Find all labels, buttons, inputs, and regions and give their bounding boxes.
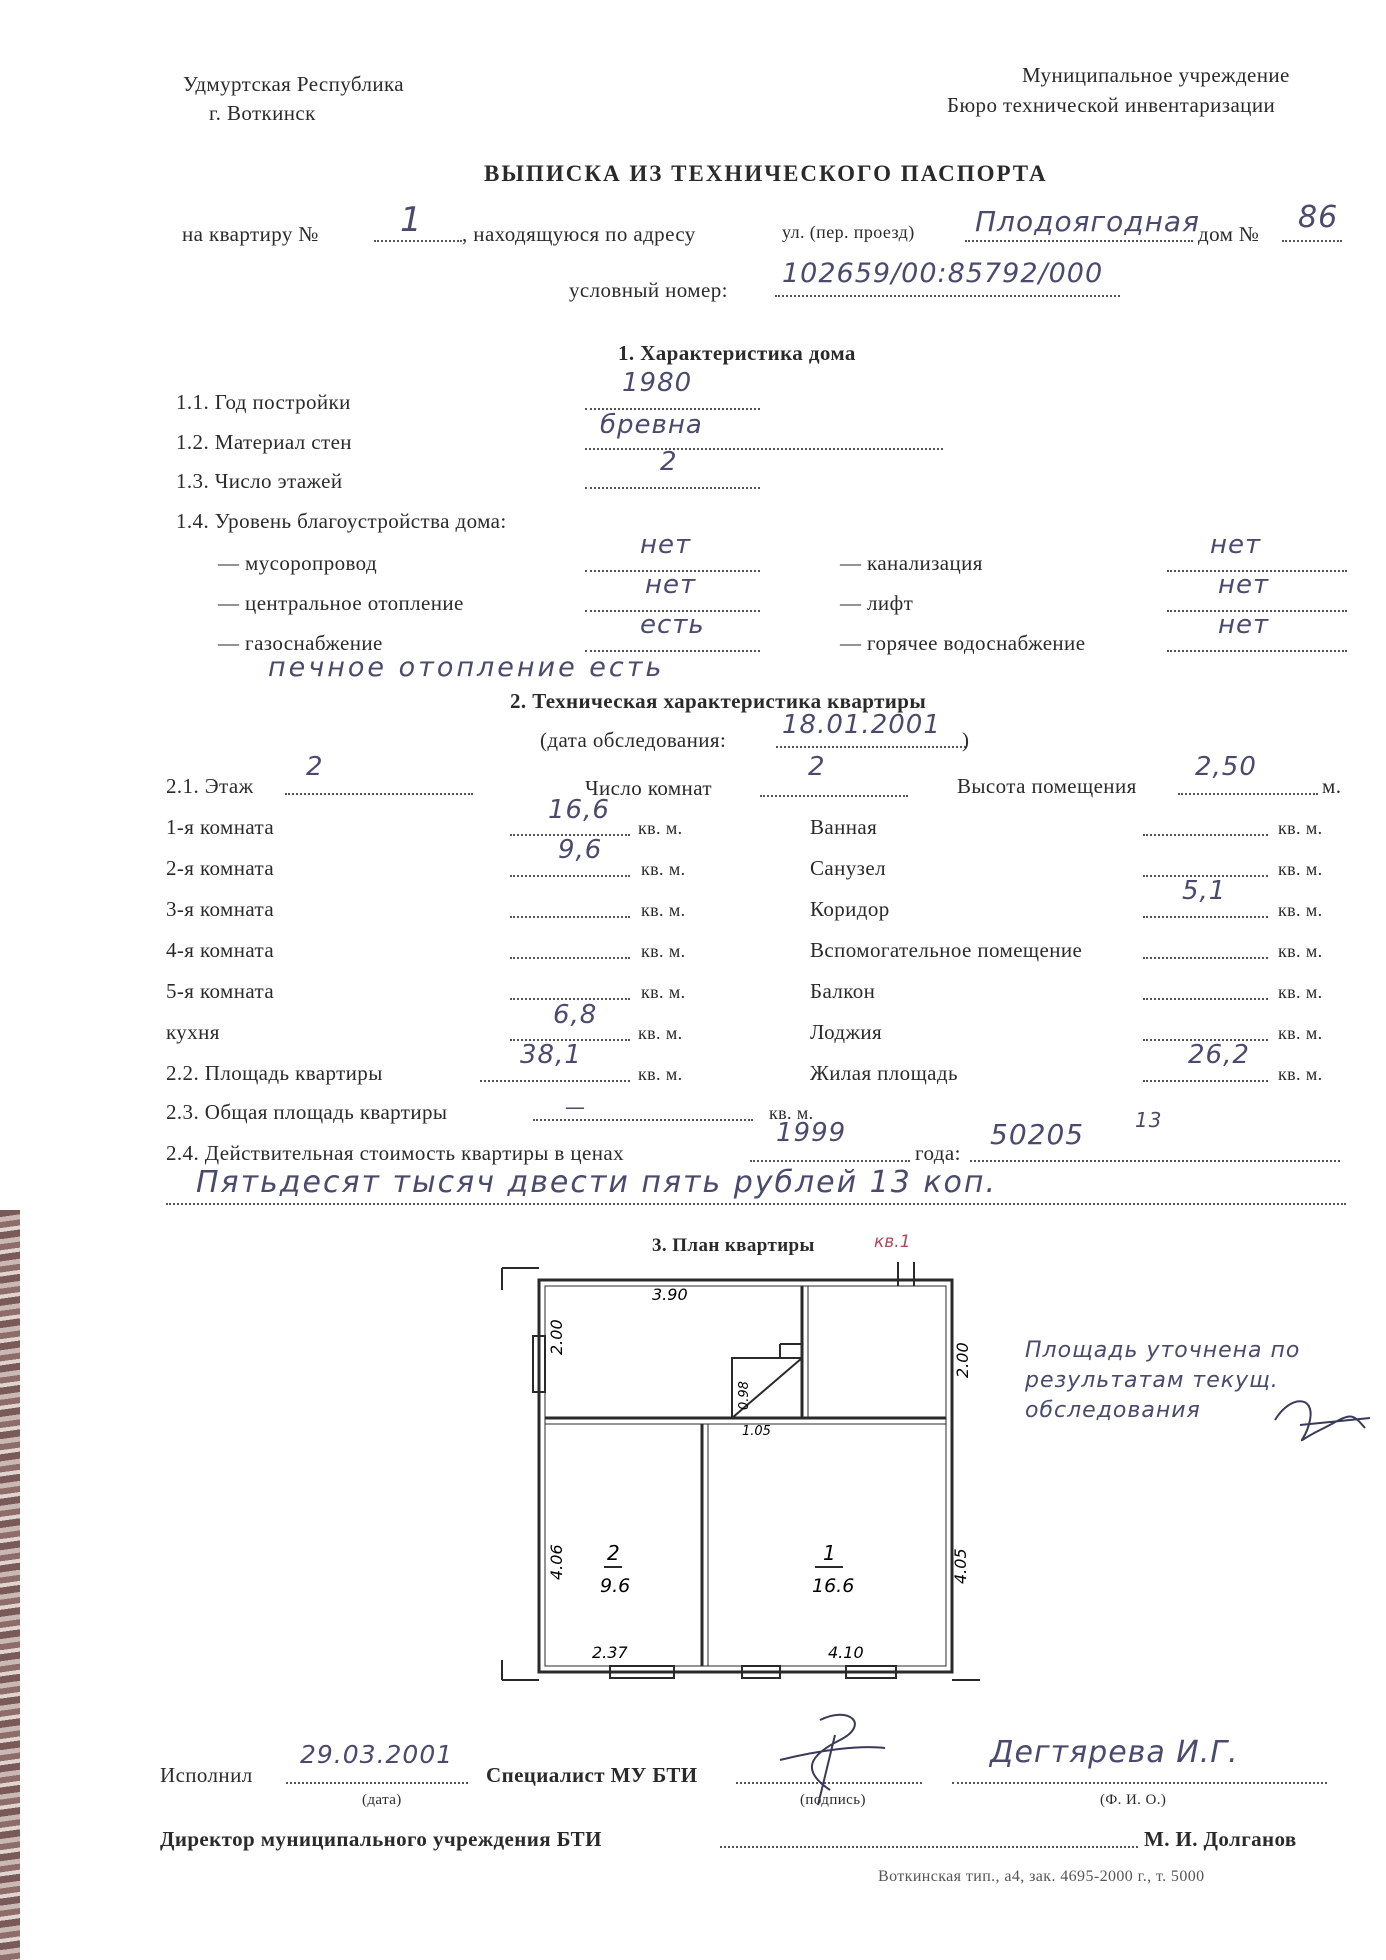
header-republic: Удмуртская Республика [183, 72, 405, 96]
floors-label: 1.3. Число этажей [176, 469, 343, 493]
room5-label: 5-я комната [166, 979, 275, 1003]
executed-date: 29.03.2001 [300, 1740, 454, 1769]
header-city: г. Воткинск [209, 101, 316, 125]
loggia-label: Лоджия [810, 1020, 883, 1044]
amenities-label: 1.4. Уровень благоустройства дома: [176, 509, 507, 533]
room1-area: 16.6 [812, 1575, 855, 1597]
section2-heading: 2. Техническая характеристика квартиры [510, 689, 927, 713]
total-area-unit: кв. м. [769, 1103, 814, 1123]
executed-label: Исполнил [160, 1763, 253, 1787]
survey-label: (дата обследования: [540, 728, 727, 752]
dim-right-top: 2.00 [953, 1342, 972, 1378]
balcony-unit: кв. м. [1278, 982, 1323, 1002]
print-info: Воткинская тип., а4, зак. 4695-2000 г., т. 5000 [878, 1868, 1205, 1885]
specialist-label: Специалист МУ БТИ [486, 1763, 698, 1787]
cost-year-label: года: [915, 1141, 961, 1165]
apartment-label: на квартиру № [182, 222, 319, 246]
bath-label: Ванная [810, 815, 878, 839]
cond-number: 102659/00:85792/000 [782, 258, 1104, 289]
located-label: , находящуюся по адресу [462, 222, 696, 246]
apartment-number: 1 [400, 200, 423, 240]
bath-unit: кв. м. [1278, 818, 1323, 838]
page-title: ВЫПИСКА ИЗ ТЕХНИЧЕСКОГО ПАСПОРТА [484, 161, 1048, 186]
room1-label: 1-я комната [166, 815, 275, 839]
house-number: 86 [1298, 200, 1339, 235]
room3-unit: кв. м. [641, 900, 686, 920]
side-note-line1: Площадь уточнена по [1025, 1338, 1301, 1363]
garbage-label: — мусоропровод [218, 551, 378, 575]
year-value: 1980 [622, 368, 693, 398]
sewer-label: — канализация [840, 551, 983, 575]
heating-value: нет [645, 570, 697, 600]
hotwater-label: — горячее водоснабжение [840, 631, 1086, 655]
height-value: 2,50 [1195, 752, 1257, 782]
hotwater-value: нет [1218, 610, 1270, 640]
height-unit: м. [1322, 774, 1342, 798]
signature [760, 1700, 900, 1810]
outer-walls [539, 1280, 952, 1672]
cost-words: Пятьдесят тысяч двести пять рублей 13 коп. [196, 1165, 998, 1200]
room5-unit: кв. м. [641, 982, 686, 1002]
room3-label: 3-я комната [166, 897, 275, 921]
loggia-unit: кв. м. [1278, 1023, 1323, 1043]
director-label: Директор муниципального учреждения БТИ [160, 1827, 602, 1851]
header-org: Муниципальное учреждение [1022, 63, 1290, 87]
total-area-label: 2.3. Общая площадь квартиры [166, 1100, 448, 1124]
area-unit: кв. м. [638, 1064, 683, 1084]
gas-label: — газоснабжение [218, 631, 383, 655]
kitchen-unit: кв. м. [638, 1023, 683, 1043]
kitchen-label: кухня [166, 1020, 220, 1044]
balcony-label: Балкон [810, 979, 876, 1003]
heating-note: печное отопление есть [268, 652, 665, 683]
sewer-value: нет [1210, 530, 1262, 560]
room2-value: 9,6 [558, 835, 603, 865]
kitchen-value: 6,8 [553, 1000, 598, 1030]
cost-value: 50205 [990, 1118, 1085, 1151]
material-label: 1.2. Материал стен [176, 430, 352, 454]
living-area-label: Жилая площадь [810, 1061, 958, 1085]
room1-value: 16,6 [548, 795, 610, 825]
dim-left-bottom: 4.06 [547, 1544, 566, 1580]
gas-value: есть [640, 610, 705, 640]
section1-heading: 1. Характеристика дома [618, 341, 856, 365]
specialist-fio: Дегтярева И.Г. [990, 1735, 1239, 1770]
room4-unit: кв. м. [641, 941, 686, 961]
corridor-value: 5,1 [1182, 876, 1227, 906]
dim-stair: 1.05 [742, 1424, 771, 1439]
living-area-value: 26,2 [1188, 1040, 1250, 1070]
rooms-label: Число комнат [585, 776, 712, 800]
side-note-signature [1270, 1390, 1380, 1450]
signature-caption: (подпись) [800, 1792, 866, 1808]
aux-unit: кв. м. [1278, 941, 1323, 961]
dim-bottom-left: 2.37 [592, 1643, 628, 1662]
toilet-unit: кв. м. [1278, 859, 1323, 879]
cost-label: 2.4. Действительная стоимость квартиры в ценах [166, 1141, 625, 1165]
aux-label: Вспомогательное помещение [810, 938, 1083, 962]
header-bureau: Бюро технической инвентаризации [947, 93, 1276, 117]
dim-bottom-right: 4.10 [828, 1643, 864, 1662]
room4-label: 4-я комната [166, 938, 275, 962]
corridor-label: Коридор [810, 897, 890, 921]
room1-number: 1 [823, 1541, 836, 1565]
room2-area: 9.6 [600, 1575, 631, 1597]
dim-top: 3.90 [652, 1285, 688, 1304]
scan-edge-strip [0, 1210, 20, 1960]
floor-value: 2 [306, 752, 324, 782]
apartment-mark: кв.1 [874, 1232, 911, 1252]
house-label: дом № [1198, 222, 1260, 246]
cond-number-label: условный номер: [569, 278, 728, 302]
lift-label: — лифт [840, 591, 914, 615]
room1-unit: кв. м. [638, 818, 683, 838]
section3-heading: 3. План квартиры [652, 1235, 815, 1256]
garbage-value: нет [640, 530, 692, 560]
rooms-value: 2 [808, 752, 826, 782]
lift-value: нет [1218, 570, 1270, 600]
dim-right-bottom: 4.05 [951, 1548, 970, 1584]
year-label: 1.1. Год постройки [176, 390, 351, 414]
survey-close: ) [962, 728, 970, 752]
street-label: ул. (пер. проезд) [782, 222, 915, 242]
dim-diagonal: 0.98 [737, 1381, 752, 1410]
room2-unit: кв. м. [641, 859, 686, 879]
survey-date: 18.01.2001 [782, 710, 941, 740]
cost-kopecks: 13 [1135, 1108, 1163, 1132]
street-name: Плодоягодная [975, 205, 1200, 238]
date-caption: (дата) [362, 1792, 402, 1808]
height-label: Высота помещения [957, 774, 1137, 798]
floors-value: 2 [660, 447, 678, 477]
heating-label: — центральное отопление [218, 591, 464, 615]
side-note-line3: обследования [1025, 1398, 1201, 1423]
material-value: бревна [600, 410, 703, 440]
room2-number: 2 [607, 1541, 620, 1565]
fio-caption: (Ф. И. О.) [1100, 1792, 1167, 1808]
floor-plan [480, 1240, 1020, 1720]
cost-year: 1999 [776, 1118, 847, 1148]
floor-label: 2.1. Этаж [166, 774, 254, 798]
toilet-label: Санузел [810, 856, 886, 880]
area-value: 38,1 [520, 1040, 582, 1070]
director-name: М. И. Долганов [1144, 1827, 1297, 1851]
side-note-line2: результатам текущ. [1025, 1368, 1279, 1393]
room2-label: 2-я комната [166, 856, 275, 880]
area-label: 2.2. Площадь квартиры [166, 1061, 383, 1085]
total-area-value: — [565, 1095, 586, 1119]
living-area-unit: кв. м. [1278, 1064, 1323, 1084]
dim-left-top: 2.00 [547, 1319, 566, 1355]
corridor-unit: кв. м. [1278, 900, 1323, 920]
